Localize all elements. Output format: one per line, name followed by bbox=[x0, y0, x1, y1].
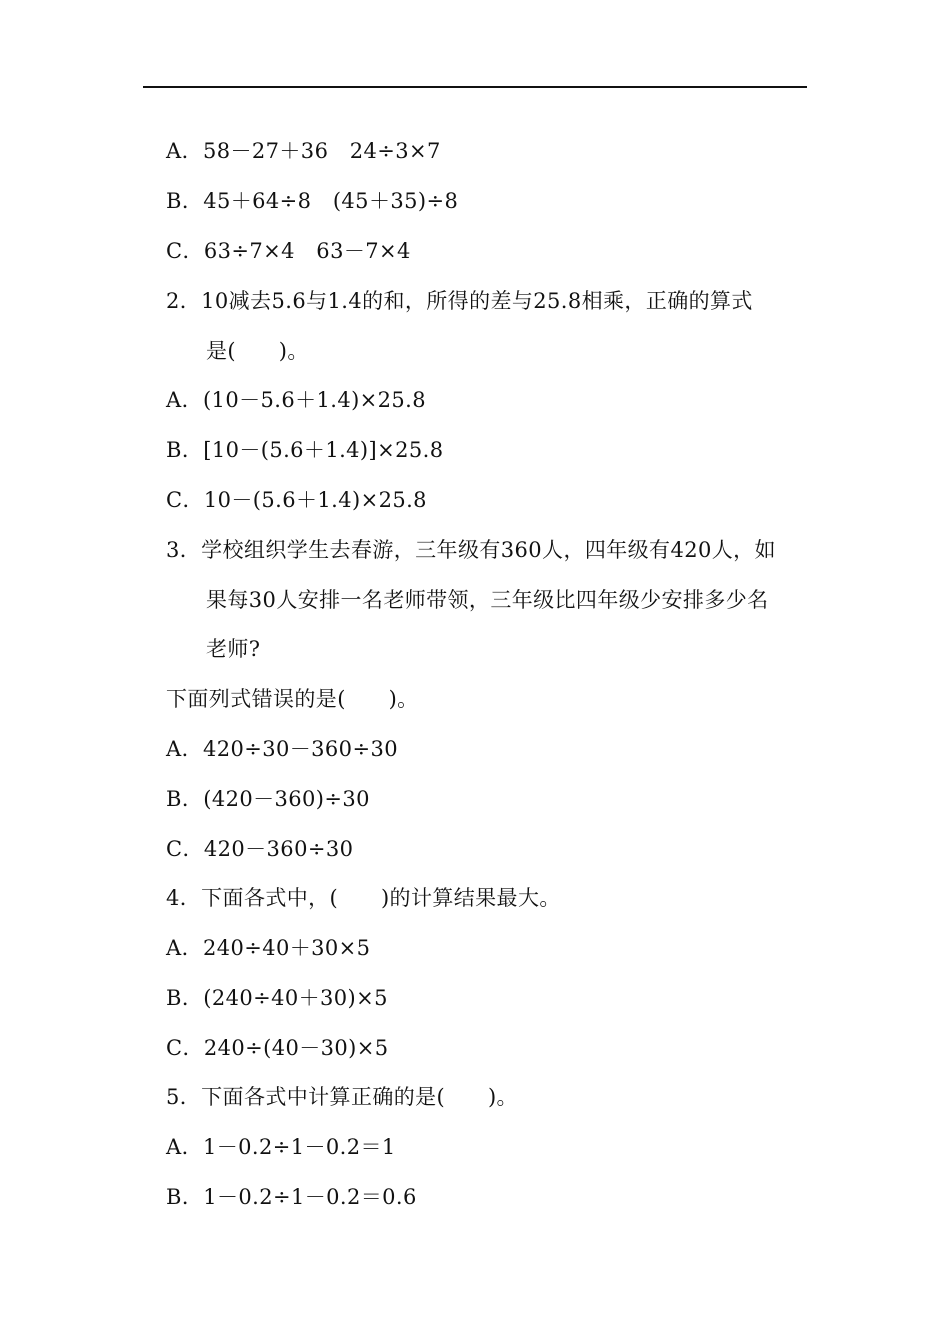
q1-option-c: C．63÷7×4 63－7×4 bbox=[166, 239, 411, 263]
q1-option-b: B．45＋64÷8 (45＋35)÷8 bbox=[166, 189, 459, 213]
q4-option-c: C．240÷(40－30)×5 bbox=[166, 1036, 389, 1060]
q3-option-a: A．420÷30－360÷30 bbox=[166, 737, 398, 761]
q5-option-b: B．1－0.2÷1－0.2＝0.6 bbox=[166, 1185, 417, 1209]
q2-stem-line-2: 是( )。 bbox=[206, 339, 309, 363]
q5-option-a: A．1－0.2÷1－0.2＝1 bbox=[166, 1135, 396, 1159]
header-rule bbox=[143, 86, 807, 88]
q4-option-b: B．(240÷40＋30)×5 bbox=[166, 986, 388, 1010]
q3-stem-line-3: 老师? bbox=[206, 637, 261, 661]
q2-stem-line-1: 2．10减去5.6与1.4的和，所得的差与25.8相乘，正确的算式 bbox=[166, 289, 753, 313]
q2-option-b: B．[10－(5.6＋1.4)]×25.8 bbox=[166, 438, 444, 462]
q4-option-a: A．240÷40＋30×5 bbox=[166, 936, 371, 960]
q3-prompt: 下面列式错误的是( )。 bbox=[166, 687, 419, 711]
q3-stem-line-2: 果每30人安排一名老师带领，三年级比四年级少安排多少名 bbox=[206, 588, 769, 612]
q5-stem: 5．下面各式中计算正确的是( )。 bbox=[166, 1085, 518, 1109]
q3-option-c: C．420－360÷30 bbox=[166, 837, 354, 861]
q4-stem: 4．下面各式中，( )的计算结果最大。 bbox=[166, 886, 561, 910]
q2-option-c: C．10－(5.6＋1.4)×25.8 bbox=[166, 488, 427, 512]
q2-option-a: A．(10－5.6＋1.4)×25.8 bbox=[166, 388, 427, 412]
q3-stem-line-1: 3．学校组织学生去春游，三年级有360人，四年级有420人，如 bbox=[166, 538, 776, 562]
q3-option-b: B．(420－360)÷30 bbox=[166, 787, 370, 811]
q1-option-a: A．58－27＋36 24÷3×7 bbox=[166, 139, 441, 163]
